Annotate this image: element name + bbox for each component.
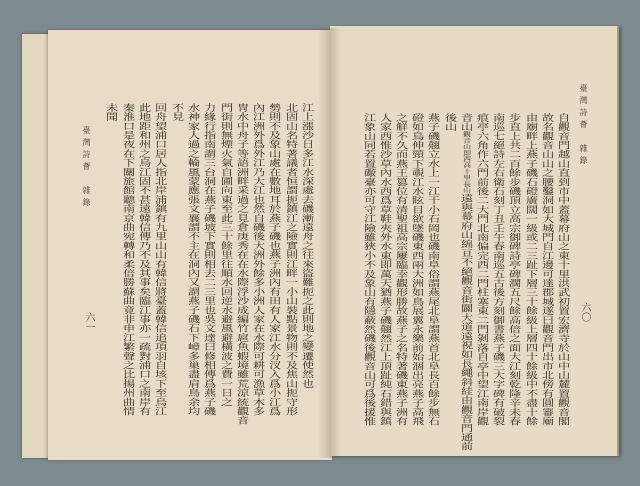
section-title: 雜錄 — [579, 144, 588, 168]
text-column-content: 痕亭六角作六門前後二大門北南偏完西二門柱塞東二門剝落自亭中望江南岸觀 — [474, 113, 488, 426]
text-column-content: 力緣行指南謂三台洞在燕子磯坡下實則相去二三里也吳文達曰修相傳爲燕子磯 — [201, 103, 215, 416]
book-gutter — [318, 28, 342, 458]
text-column — [489, 113, 505, 426]
text-column-content: 江象山同若置礮臺亦可守江險雖狹小不及象山有隱蔽然磯後觀音山可爲後援惟 — [360, 113, 375, 426]
text-column-content: 故名觀音山山之腰鑿洞如大城門自江邊可達郡城遂曰觀音門出市北傍有圓審廟 — [539, 113, 553, 426]
text-column-content: 後山 — [441, 113, 456, 132]
text-column-content: 自觀音門越山直到市中蓋幕府山之東十里洪武初置宏濟寺於山中山麓置觀音閣 — [555, 113, 569, 426]
text-column-content: 水神家人過之輪風蒙應張文襄謂不主在洞內又謂燕子磯石下嶂多巢盡肩鳥余均 — [185, 103, 199, 416]
text-column-content: 冑水中舟子等語洲畔采過之見倉庚秀在在水際浮沙成編竹扈魚蝦境雖荒涼統觀音 — [234, 103, 248, 425]
text-column-content: 遠與幕府山綿亘不絕觀音街闢大道遠視如長繩斜絓由觀音門通前 — [458, 193, 472, 452]
inline-annotation: 觀音山即西高十里長山 — [460, 131, 471, 194]
text-column-content: 之觧不久而燕王篡位有清聖祖高宗屢臨幸觀形勝故燕子之名特著磯東燕子洲有 — [393, 113, 407, 426]
text-column-content: 步直上共二百餘步磯頂立高宗御碑詩亭碑濶五尺餘高倍之面大江刻乾隆辛未春 — [506, 113, 521, 426]
text-column — [538, 113, 554, 426]
text-column — [457, 113, 473, 451]
text-column — [554, 113, 570, 426]
text-column-content: 音山 — [458, 113, 472, 132]
text-column — [233, 103, 249, 425]
text-column-content: 內江洲外爲外江乃大江也然自磯後大洲外餘多小洲人家在水際可耕可漁草木多 — [250, 103, 264, 416]
text-column-content: 燕子磯翹立水上一江干小石岡也磯南阜俗謂燕尾北阜謂燕首北阜長百餘步無石 — [425, 113, 440, 426]
right-page-header — [578, 84, 589, 168]
text-column-content: 人家西惟沙草內水西爲草鞋夾外水東即萬天猶燕子磯翹然江上頂趾純石錯與鎮 — [377, 113, 391, 426]
text-column — [298, 103, 314, 388]
text-column-content: 此地距和州之烏江固不甚遠韓信傳乃不及其事矣臨江事亦一疏對浦口之南岸有 — [136, 103, 150, 416]
text-column-content: 勢則不及象山處在數地耳於燕子磯也燕子洲內有田有人家江水分汊入爲小江爲 — [266, 103, 281, 416]
text-column — [424, 113, 440, 426]
right-page-number: 六〇 — [579, 302, 590, 322]
text-column — [102, 103, 118, 121]
text-column — [282, 103, 298, 416]
section-title: 雜錄 — [82, 186, 91, 210]
left-page-number: 六一 — [83, 312, 94, 332]
text-column-content: 不見 — [168, 103, 183, 122]
text-column — [265, 103, 281, 416]
text-column-content: 秦淮口是夜在下關旅館聽南京曲宛轉和柔倍勝蘇曲竟非申江繁聲之比揚州曲情 — [119, 103, 134, 416]
text-column-content: 江上漲沙日多江水深處去磯漸遠舟之往來盜難扼之此則地之變遷使然也 — [299, 103, 313, 389]
text-column — [440, 113, 456, 131]
text-column-content: 由廟畔上燕子磯石磴廣闊一級或二三趾下層三十餘級上層四十餘級中不盡十餘 — [522, 113, 537, 426]
journal-title: 臺灣詩薈 — [579, 84, 588, 132]
text-column-content: 門街則無煙火氣自圃向東至此三十餘里往順水回逆水避風避橫波之費一日之 — [217, 103, 232, 407]
text-column-content: 磴如鳥伸頸下覗江水眩目欲墜磯東西兩大洲如鳥展翼永樂前始涸出亮燕子高飛 — [409, 113, 423, 426]
text-column — [359, 113, 375, 426]
text-column — [392, 113, 408, 426]
text-column-content: 北固山名特著議者恒謂扼鎮江之險實則江畔一小山裝點景物則不及焦山扼守形 — [282, 103, 297, 416]
text-column — [135, 103, 151, 416]
right-page — [330, 26, 619, 456]
text-column — [249, 103, 265, 416]
text-column-content: 南巡七絕詩左右衛石刻丁丑壬午春南巡五古後方刻御書燕子磯三大字碑有破裂 — [490, 113, 504, 426]
text-column — [184, 103, 200, 416]
text-column — [119, 103, 135, 416]
text-column — [167, 103, 183, 121]
journal-title: 臺灣詩薈 — [82, 126, 91, 174]
text-column — [151, 103, 167, 416]
text-column — [216, 103, 232, 407]
text-column — [376, 113, 392, 426]
text-column — [408, 113, 424, 426]
text-column — [505, 113, 521, 426]
text-column — [200, 103, 216, 416]
text-column-content: 未聞 — [103, 103, 118, 122]
text-column — [521, 113, 537, 426]
text-column — [473, 113, 489, 426]
text-column-content: 回舟望浦口居人指北岸浦鎮有九里山山有韓信將臺蓋韓信追項羽自垓下至烏江 — [152, 103, 167, 416]
left-page — [48, 30, 332, 460]
left-page-header — [81, 126, 92, 210]
